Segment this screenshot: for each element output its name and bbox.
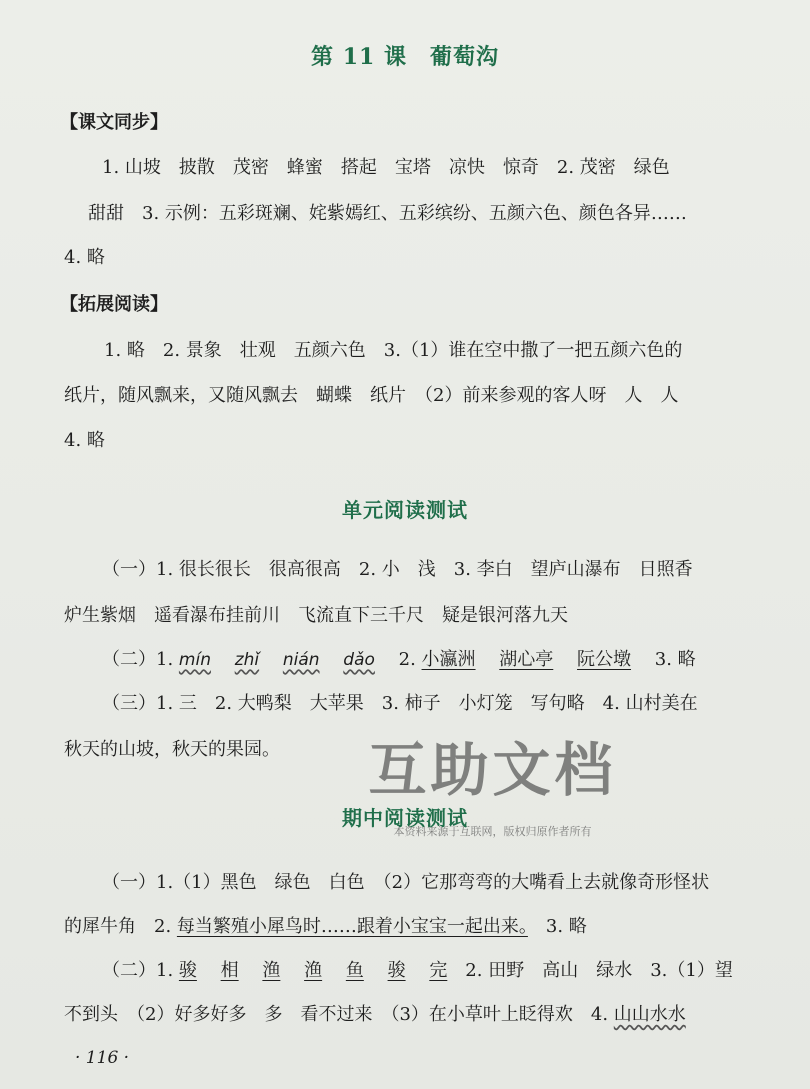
sec1-line-1: 1. 山坡 披散 茂密 蜂蜜 搭起 宝塔 凉快 惊奇 2. 茂密 绿色 <box>102 157 670 178</box>
unit-part1-line-1: （一）1. 很长很长 很高很高 2. 小 浅 3. 李白 望庐山瀑布 日照香 <box>102 559 693 580</box>
place-1: 小瀛洲 <box>421 649 476 670</box>
lesson-title: 第 11 课 葡萄沟 <box>311 44 499 70</box>
mid-part2-prefix: （二）1. <box>102 960 179 981</box>
mid-part1-line-2 <box>64 914 810 940</box>
watermark-caption: 本资料来源于互联网，版权归原作者所有 <box>393 825 592 838</box>
section-head-extended-reading: 【拓展阅读】 <box>60 294 168 315</box>
unit-part2-prefix: （二）1. <box>102 649 179 670</box>
mid-part2b-underlined: 山山水水 <box>613 1004 686 1025</box>
sec1-line-2: 甜甜 3. 示例：五彩斑斓、姹紫嫣红、五彩缤纷、五颜六色、颜色各异…… <box>88 203 687 224</box>
pinyin-3: nián <box>282 650 320 670</box>
mid-part2-line-1 <box>102 958 810 984</box>
pinyin-1: mín <box>178 650 211 670</box>
mid-part1-prefix: 的犀牛角 2. <box>64 916 177 937</box>
unit-part3-line-2: 秋天的山坡，秋天的果园。 <box>64 739 280 760</box>
unit-part1-line-2: 炉生紫烟 遥看瀑布挂前川 飞流直下三千尺 疑是银河落九天 <box>64 605 568 626</box>
pinyin-2: zhǐ <box>234 650 260 670</box>
sec1-line-3: 4. 略 <box>64 247 105 268</box>
unit-part2-mid: 2. <box>380 649 422 670</box>
mid-test-title: 期中阅读测试 <box>342 806 468 830</box>
char-2: 相 <box>220 960 239 981</box>
mid-part2-suffix: 2. 田野 高山 绿水 3.（1）望 <box>447 960 733 981</box>
unit-part2-line <box>102 647 810 673</box>
place-3: 阮公墩 <box>577 649 632 670</box>
sec2-line-2: 纸片，随风飘来，又随风飘去 蝴蝶 纸片 （2）前来参观的客人呀 人 人 <box>64 385 679 406</box>
unit-part3-line-1: （三）1. 三 2. 大鸭梨 大苹果 3. 柿子 小灯笼 写句略 4. 山村美在 <box>102 693 698 714</box>
char-4: 渔 <box>304 960 323 981</box>
section-head-text-sync: 【课文同步】 <box>60 112 168 133</box>
mid-part1-line-1: （一）1.（1）黑色 绿色 白色 （2）它那弯弯的大嘴看上去就像奇形怪状 <box>102 872 710 893</box>
sec2-line-3: 4. 略 <box>64 430 105 451</box>
mid-part1-suffix: 3. 略 <box>527 916 587 937</box>
page-number: · 116 · <box>75 1048 130 1068</box>
unit-part2-suffix: 3. 略 <box>636 649 696 670</box>
char-3: 渔 <box>262 960 281 981</box>
mid-part2b-prefix: 不到头 （2）好多好多 多 看不过来 （3）在小草叶上眨得欢 4. <box>64 1004 614 1025</box>
unit-test-title: 单元阅读测试 <box>342 498 468 522</box>
char-7: 完 <box>429 960 448 981</box>
mid-part1-quote: 每当繁殖小犀鸟时……跟着小宝宝一起出来。 <box>176 916 528 937</box>
pinyin-4: dǎo <box>343 650 375 670</box>
mid-part2-line-2 <box>64 1002 810 1028</box>
char-5: 鱼 <box>345 960 364 981</box>
sec2-line-1: 1. 略 2. 景象 壮观 五颜六色 3.（1）谁在空中撒了一把五颜六色的 <box>104 340 683 361</box>
watermark-logo-text: 互助文档 <box>368 736 617 804</box>
char-1: 骏 <box>178 960 197 981</box>
char-6: 骏 <box>387 960 406 981</box>
place-2: 湖心亭 <box>499 649 554 670</box>
